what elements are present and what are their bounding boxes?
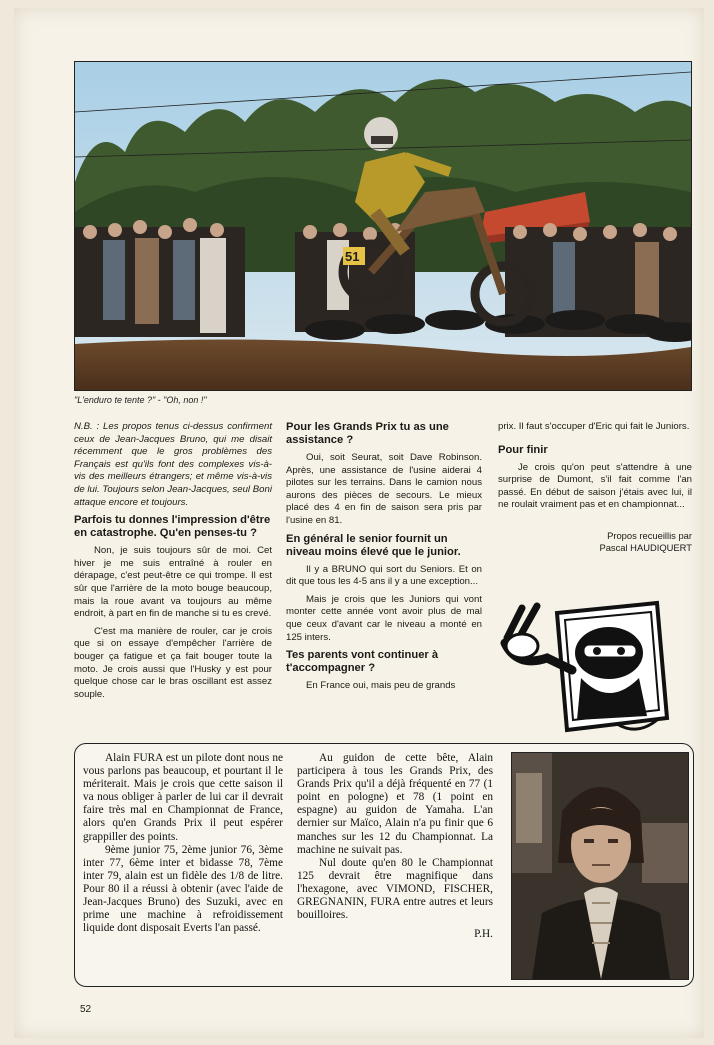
- box-column-2: [297, 752, 493, 941]
- profile-paragraph: Nul doute qu'en 80 le Championnat 125 devrait être magnifique dans l'hexagone, avec VIMOND, FISCHER, GREGNANIN, FURA entre autres et leurs bouilloires.: [297, 856, 493, 922]
- answer-paragraph: En France oui, mais peu de grands: [306, 680, 456, 692]
- pilot-profile-box: [74, 743, 694, 987]
- box-column-1: [83, 752, 283, 935]
- nb-paragraph: N.B. : Les propos tenus ci-dessus confirment ceux de Jean-Jacques Bruno, qui me disait récemment que le gros problèmes des Français est qu'ils font des complexes vis-à-vis des meilleurs étrangers; et même vis-à-vis de lui. Toujours selon Jean-Jacques, seul Boni attaque encore et toujours.: [74, 421, 272, 508]
- bike-number: 51: [345, 249, 360, 264]
- credit-author: Pascal HAUDIQUERT: [599, 541, 692, 553]
- profile-paragraph: Alain FURA est un pilote dont nous ne vous parlons pas beaucoup, et pourtant il le mériterait. Mais je crois que cette saison il va nous obliger à parler de lui car il devrait faire très mal en Championnat de France, alors qu'en Grands Prix il peut espérer grappiller des points.: [83, 752, 283, 843]
- column-2: [286, 421, 482, 698]
- answer-paragraph: Il y a BRUNO qui sort du Seniors. Et on dit que tous les 4-5 ans il y a une exception...: [286, 563, 482, 588]
- profile-paragraph: Au guidon de cette bête, Alain participera à tous les Grands Prix, des Grands Prix qu'il a déjà fréquenté en 77 (1 point en pologne) et 78 (1 point en espagne) au guidon de Yamaha. L'an dernier sur Maïco, Alain n'a pu finir que 6 manches sur les 12 du Championnat. La machine ne suivait pas.: [297, 752, 493, 856]
- final-paragraph: Je crois qu'on peut s'attendre à une surprise de Dumont, s'il fait comme l'an passé. En début de saison j'étais avec lui, il ne roulait vraiment pas et en championnat...: [498, 461, 692, 511]
- final-heading: Pour finir: [498, 443, 548, 456]
- author-credit: [498, 530, 692, 554]
- page-number: 52: [80, 1004, 92, 1015]
- motocross-photo: [74, 61, 692, 391]
- column-1: [74, 421, 272, 706]
- question-heading: En général le senior fournit un niveau moins élevé que le junior.: [286, 532, 461, 558]
- photo-caption: "L'enduro te tente ?" - "Oh, non !": [74, 395, 207, 405]
- answer-paragraph: C'est ma manière de rouler, car je crois que si on essaye d'empêcher l'arrière de bouger ça fatigue et ça fait bouger toute la moto. Je crois aussi que l'Husky y est pour quelque chose car le bras oscillant est assez souple.: [74, 625, 272, 700]
- answer-paragraph: Non, je suis toujours sûr de moi. Cet hiver je me suis entraîné à rouler en dérapage, c'est peut-être ce qui trompe. Il est sûr que l'arrière de la moto bouge beaucoup, mais la roue avant va toujours au même endroit, à part en fin de manche si tu es crevé.: [74, 545, 272, 620]
- question-heading: Pour les Grands Prix tu as une assistance ?: [286, 421, 449, 446]
- column-3: [498, 421, 692, 554]
- answer-paragraph: Mais je crois que les Juniors qui vont monter cette année vont avoir plus de mal que ceux d'avant car le niveau a monté en 125 inters.: [286, 593, 482, 643]
- signature: P.H.: [474, 928, 493, 941]
- cartoon-illustration: [497, 598, 687, 738]
- profile-paragraph: 9ème junior 75, 2ème junior 76, 3ème inter 77, 6ème inter et bidasse 78, 7ème inter 79, alain est un fidèle des 1/8 de litre. Pour 80 il a réussi à obtenir (avec l'aide de Jean-Jacques Bruno) des Suzuki, avec en prime une machine à refroidissement liquide dont disposait Everts l'an passé.: [83, 843, 283, 935]
- question-heading: Parfois tu donnes l'impression d'être en catastrophe. Qu'en penses-tu ?: [74, 514, 271, 540]
- answer-paragraph: Oui, soit Seurat, soit Dave Robinson. Après, une assistance de l'usine aiderai 4 pilotes sur les terrains. Dans le camion nous aurons des pièces de secours. Le mieux placé des 4 en fin de saison sera pris par l'usine en 81.: [286, 452, 482, 526]
- pilot-portrait-photo: [511, 752, 689, 980]
- answer-continuation: prix. Il faut s'occuper d'Eric qui fait le Juniors.: [498, 421, 690, 432]
- credit-line: Propos recueillis par: [607, 529, 692, 541]
- question-heading: Tes parents vont continuer à t'accompagner ?: [286, 649, 439, 675]
